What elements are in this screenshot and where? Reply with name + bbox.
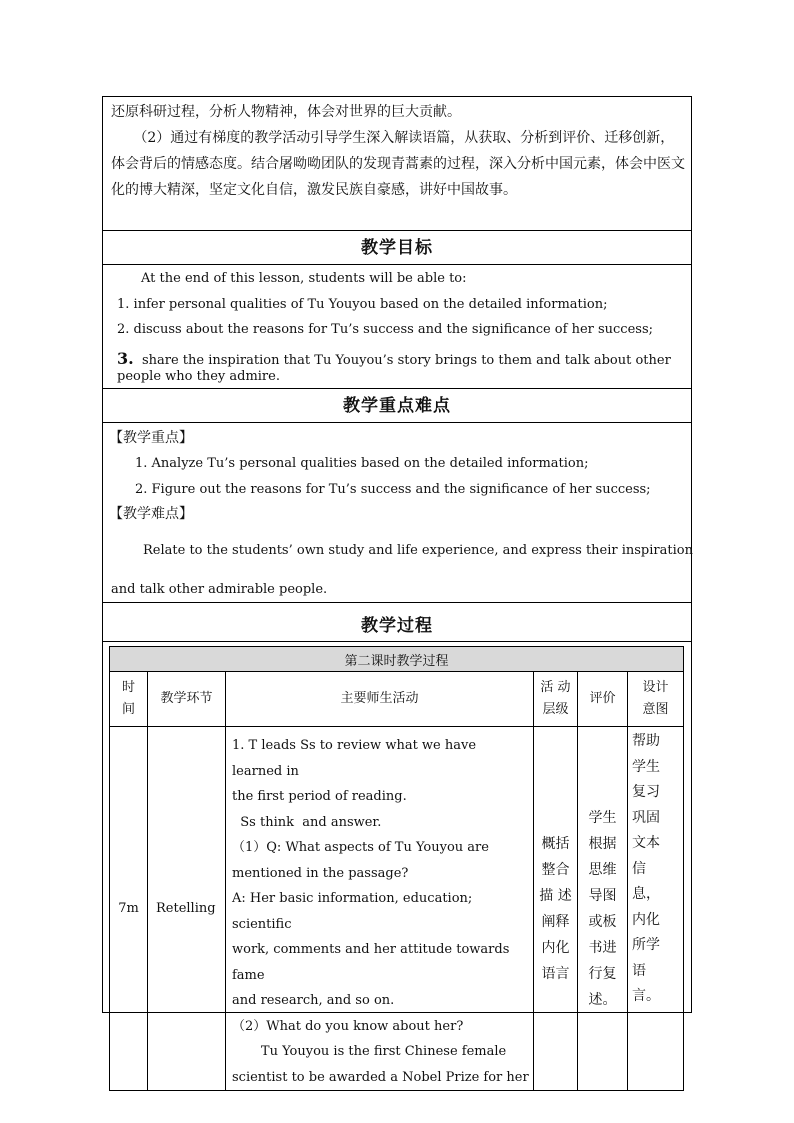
header-time-line-2: 间 xyxy=(121,702,135,717)
header-time xyxy=(110,672,148,727)
intent-line: 帮助 xyxy=(632,733,660,749)
evaluation-line: 或板 xyxy=(588,913,617,930)
row-level xyxy=(534,727,578,1091)
level-line: 阐释 xyxy=(541,913,570,930)
activity-line: work, comments and her attitude towards fame xyxy=(232,942,510,983)
process-table-caption: 第二课时教学过程 xyxy=(110,647,684,672)
activity-line: Tu Youyou is the first Chinese female xyxy=(232,1044,507,1059)
focus-item-1: 1. Analyze Tu’s personal qualities based on the detailed information; xyxy=(135,456,589,471)
header-level xyxy=(534,672,578,727)
activity-line: A: Her basic information, education; scientific xyxy=(232,891,473,932)
row-activity xyxy=(226,727,534,1091)
row-time: 7m xyxy=(110,727,148,1091)
row-stage: Retelling xyxy=(148,727,226,1091)
goal-item-3-text: share the inspiration that Tu Youyou’s story brings to them and talk about other xyxy=(141,353,671,368)
header-stage: 教学环节 xyxy=(148,672,226,727)
activity-line: （2）What do you know about her? xyxy=(232,1018,464,1034)
activity-line: the first period of reading. xyxy=(232,789,407,804)
goal-item-2: 2. discuss about the reasons for Tu’s success and the significance of her success; xyxy=(117,322,654,337)
process-table xyxy=(109,646,684,1091)
process-table-header xyxy=(110,672,684,727)
lesson-plan-table xyxy=(102,96,692,642)
key-points-title: 教学重点难点 xyxy=(103,389,691,423)
intent-line: 语 xyxy=(632,962,646,979)
row-evaluation xyxy=(578,727,628,1091)
goals-intro: At the end of this lesson, students will be able to: xyxy=(141,271,467,286)
evaluation-line: 导图 xyxy=(588,887,617,904)
goal-item-3-number: 3. xyxy=(117,349,134,368)
goal-item-1: 1. infer personal qualities of Tu Youyou based on the detailed information; xyxy=(117,297,608,312)
header-evaluation: 评价 xyxy=(578,672,628,727)
difficulty-text-2: and talk other admirable people. xyxy=(111,582,328,597)
goal-item-3 xyxy=(117,349,671,368)
activity-line: mentioned in the passage? xyxy=(232,865,409,881)
intent-line: 言。 xyxy=(632,988,660,1004)
intro-line-1: 还原科研过程，分析人物精神，体会对世界的巨大贡献。 xyxy=(111,104,461,120)
intent-line: 巩固 xyxy=(632,809,660,826)
evaluation-line: 行复 xyxy=(588,965,617,982)
key-points-section xyxy=(103,423,691,603)
activity-line: scientist to be awarded a Nobel Prize for her xyxy=(232,1069,529,1085)
activity-line: 1. T leads Ss to review what we have learned in xyxy=(232,738,477,779)
focus-label: 【教学重点】 xyxy=(109,430,193,446)
intro-paragraph-2: （2）通过有梯度的教学活动引导学生深入解读语篇，从获取、分析到评价、迁移创新，体会背后的情感态度。结合屠呦呦团队的发现青蒿素的过程，深入分析中国元素，体会中医文化的博大精深，坚定文化自信，激发民族自豪感，讲好中国故事。 xyxy=(111,130,685,198)
header-level-line-2: 层级 xyxy=(542,702,569,717)
evaluation-line: 学生 xyxy=(588,809,617,826)
difficulty-label: 【教学难点】 xyxy=(109,506,193,522)
lesson-plan-page xyxy=(102,96,693,1085)
evaluation-line: 书进 xyxy=(588,939,617,956)
intent-line: 学生 xyxy=(632,758,660,775)
process-title: 教学过程 xyxy=(103,603,691,642)
level-line: 整合 xyxy=(541,861,570,878)
goal-item-3-continued: people who they admire. xyxy=(117,369,280,384)
level-line: 语言 xyxy=(541,965,570,982)
intent-line: 内化 xyxy=(632,911,660,928)
intent-line: 息， xyxy=(632,886,660,902)
header-intent xyxy=(628,672,684,727)
header-intent-line-2: 意图 xyxy=(642,702,669,717)
table-row xyxy=(110,727,684,1091)
evaluation-line: 述。 xyxy=(588,991,617,1008)
level-line: 概括 xyxy=(541,835,570,852)
intent-line: 所学 xyxy=(632,937,660,953)
intent-line: 文本 xyxy=(632,835,660,851)
evaluation-line: 根据 xyxy=(588,835,617,852)
row-intent xyxy=(628,727,684,1091)
activity-line: （1）Q: What aspects of Tu Youyou are xyxy=(232,840,489,855)
difficulty-text-1: Relate to the students’ own study and life experience, and express their inspiration xyxy=(143,543,693,558)
goals-section xyxy=(103,265,691,389)
header-intent-line-1: 设计 xyxy=(642,680,669,695)
header-activity: 主要师生活动 xyxy=(226,672,534,727)
level-line: 内化 xyxy=(541,939,570,956)
intent-line: 复习 xyxy=(632,784,660,800)
activity-line: and research, and so on. xyxy=(232,993,395,1008)
intro-section xyxy=(103,97,691,231)
header-time-line-1: 时 xyxy=(121,680,135,695)
header-level-line-1: 活 动 xyxy=(540,680,571,695)
activity-line: Ss think and answer. xyxy=(232,814,382,830)
focus-item-2: 2. Figure out the reasons for Tu’s success and the significance of her success; xyxy=(135,482,651,497)
level-line: 描 述 xyxy=(539,887,572,904)
evaluation-line: 思维 xyxy=(588,861,617,878)
intent-line: 信 xyxy=(632,860,646,877)
goals-title: 教学目标 xyxy=(103,231,691,265)
process-table-wrapper xyxy=(102,642,692,1085)
